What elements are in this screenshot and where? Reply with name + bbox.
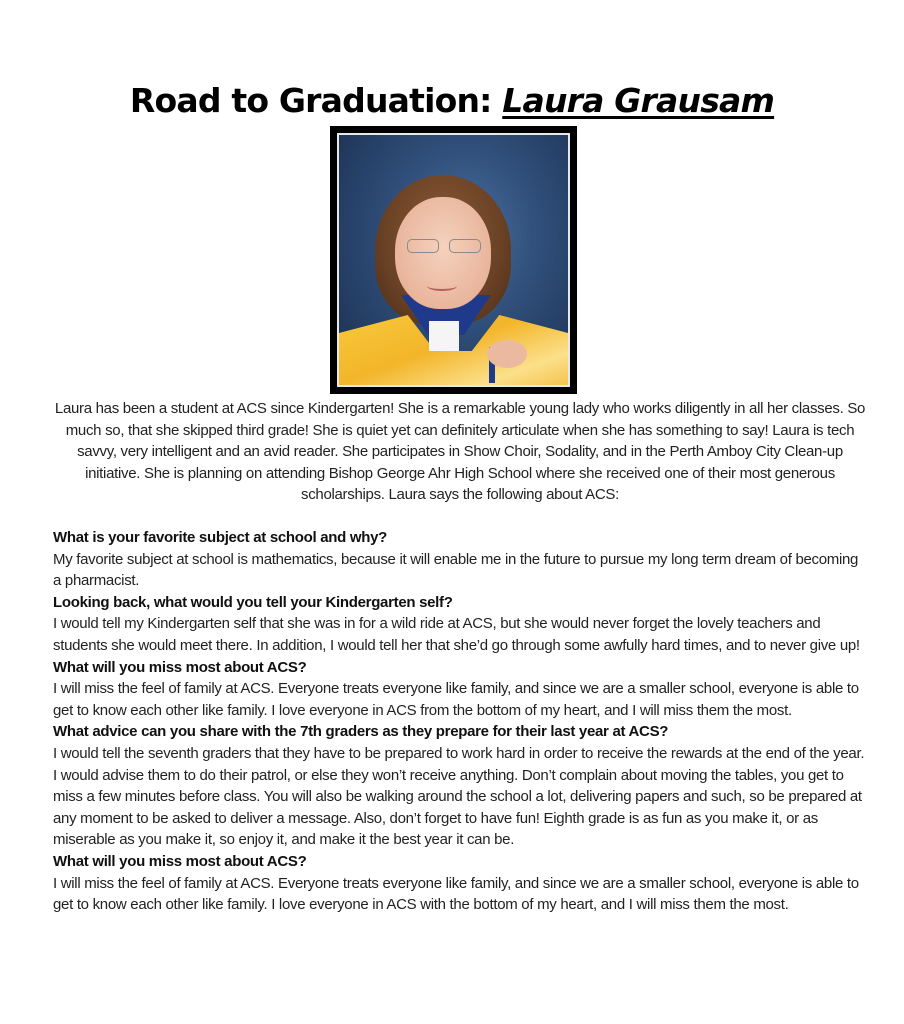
question: Looking back, what would you tell your Kindergarten self? xyxy=(53,593,453,611)
portrait-image xyxy=(337,133,570,387)
student-portrait xyxy=(330,126,577,394)
question: What will you miss most about ACS? xyxy=(53,658,307,676)
portrait-smile xyxy=(427,281,457,291)
question: What will you miss most about ACS? xyxy=(53,852,307,870)
page-title xyxy=(0,80,904,122)
answer: My favorite subject at school is mathematics, because it will enable me in the future to pursue my long term dream of becoming a pharmacist. xyxy=(53,550,859,590)
title-prefix: Road to Graduation: xyxy=(129,81,503,120)
answer: I would tell the seventh graders that they have to be prepared to work hard in order to receive the rewards at the end of the year. I would advise them to do their patrol, or else they won’t receive anything. Don’t complain about moving the tables, you get to miss a few minutes before class. You will also be walking around the school a lot, delivering papers and such, so be prepared at any moment to be asked to deliver a message. Also, don’t forget to have fun! Eighth grade is as fun as you make it, or as miserable as you make it, so enjoy it, and make it the best year it can be. xyxy=(53,744,865,849)
answer: I will miss the feel of family at ACS. Everyone treats everyone like family, and since we are a smaller school, everyone is able to get to know each other like family. I love everyone in ACS from the bottom of my heart, and I will miss them the most. xyxy=(53,680,859,719)
answer: I will miss the feel of family at ACS. Everyone treats everyone like family, and since we are a smaller school, everyone is able to get to know each other like family. I love everyone in ACS with the bottom of my heart, and I will miss them the most. xyxy=(53,874,859,914)
intro-paragraph: Laura has been a student at ACS since Kindergarten! She is a remarkable young lady who works diligently in all her classes. So much so, that she skipped third grade! She is quiet yet can definitely articulate when she has something to say! Laura is tech savvy, very intelligent and an avid reader. She participates in Show Choir, Sodality, and in the Perth Amboy City Clean-up initiative. She is planning on attending Bishop George Ahr High School where she received one of their most generous scholarships. Laura says the following about ACS: xyxy=(54,400,866,503)
qa-section xyxy=(53,527,868,916)
question: What is your favorite subject at school and why? xyxy=(53,529,387,546)
portrait-shirt xyxy=(429,321,459,351)
question: What advice can you share with the 7th graders as they prepare for their last year at ACS? xyxy=(53,723,669,741)
portrait-hand xyxy=(487,340,527,368)
answer: I would tell my Kindergarten self that she was in for a wild ride at ACS, but she would never forget the lovely teachers and students she would meet there. In addition, I would tell her that she’d go through some awfully hard times, and to never give up! xyxy=(53,615,860,654)
portrait-glasses xyxy=(407,239,481,255)
student-name: Laura Grausam xyxy=(502,81,775,120)
